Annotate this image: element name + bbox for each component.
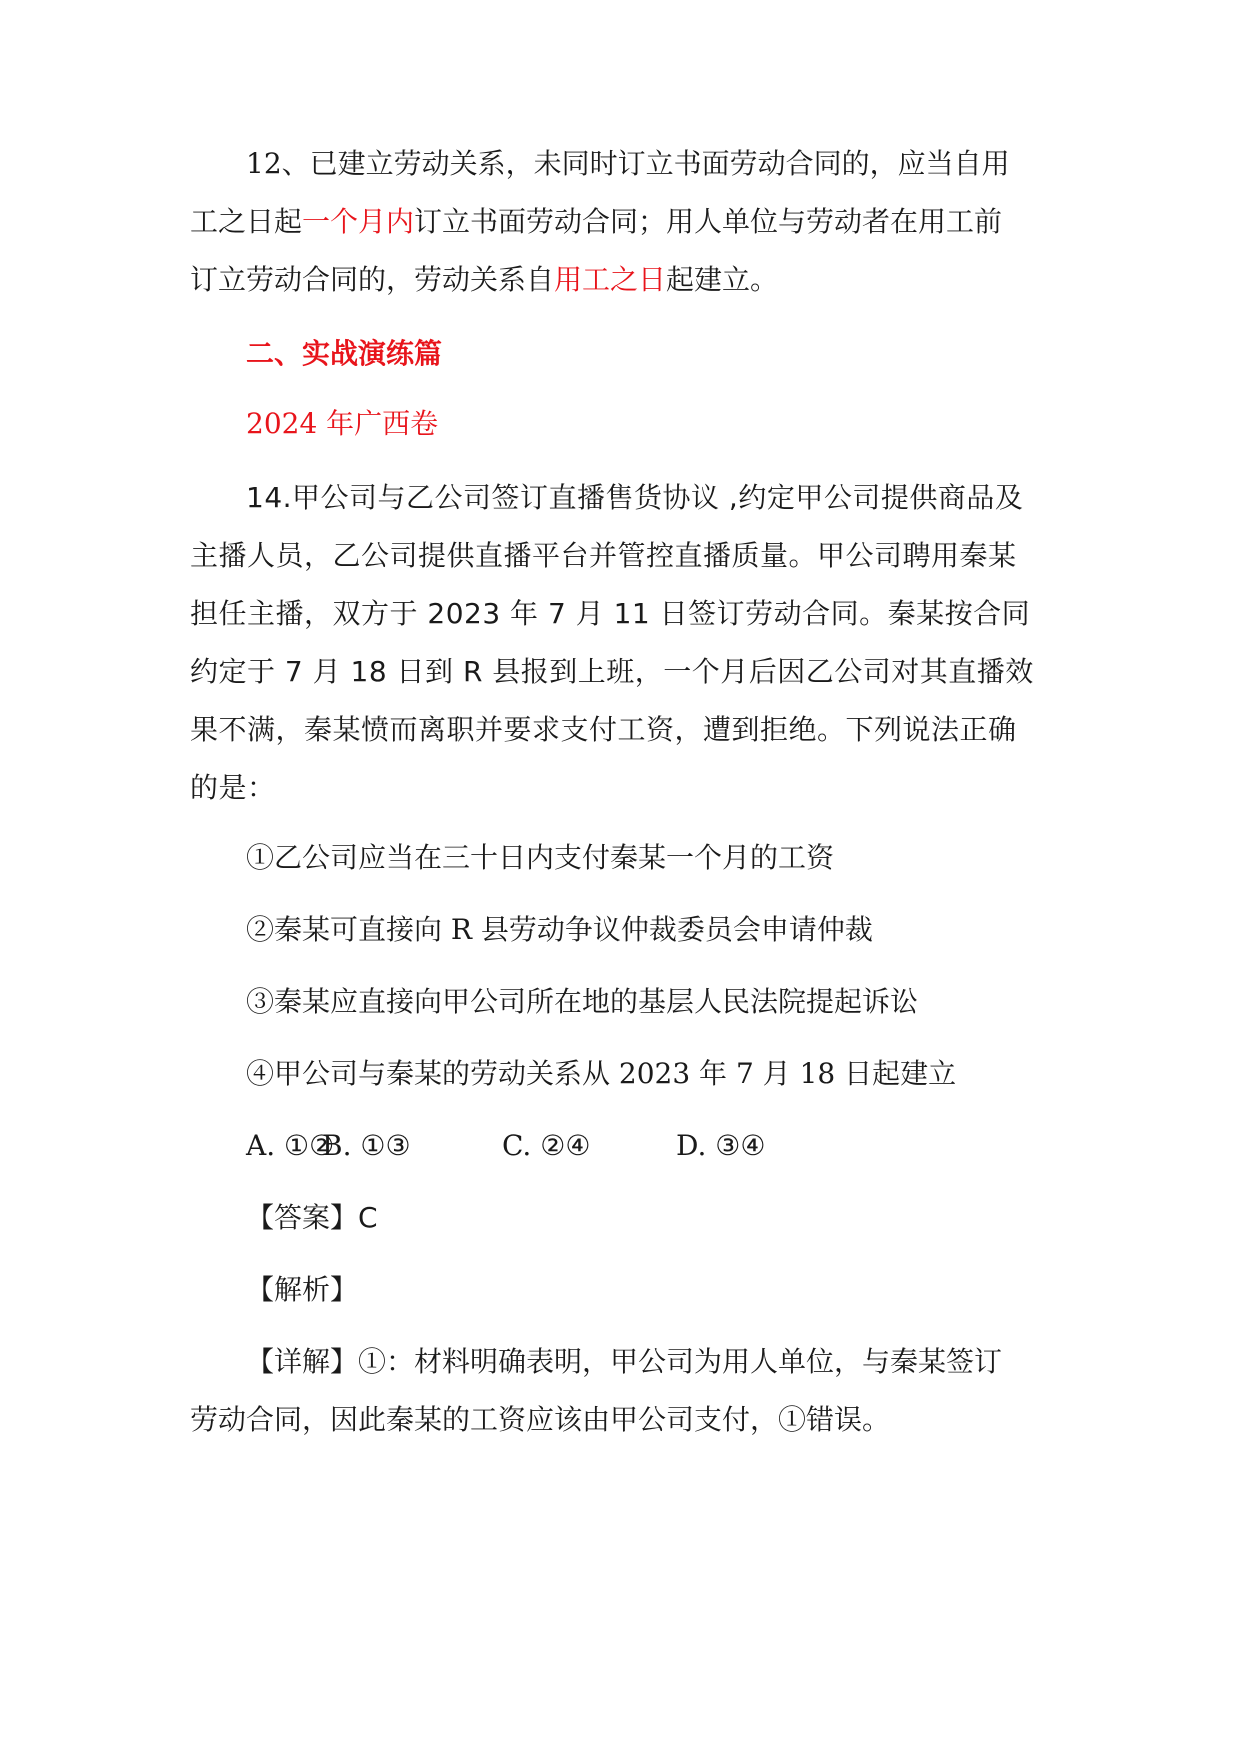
section12-line-2-post: 订立书面劳动合同；用人单位与劳动者在用工前: [414, 205, 1003, 238]
detail-line-2: 劳动合同，因此秦某的工资应该由甲公司支付，①错误。: [190, 1403, 891, 1436]
section12-line-2: [190, 202, 1060, 242]
question-line-2: 主播人员，乙公司提供直播平台并管控直播质量。甲公司聘用秦某: [190, 539, 1017, 572]
detail-line-1: [246, 1342, 1116, 1382]
statement-4: ④甲公司与秦某的劳动关系从 2023 年 7 月 18 日起建立: [246, 1057, 957, 1090]
section12-line-3: [190, 260, 1060, 300]
question-line-5: 果不满，秦某愤而离职并要求支付工资，遭到拒绝。下列说法正确: [190, 713, 1017, 746]
statement-1: ①乙公司应当在三十日内支付秦某一个月的工资: [246, 841, 835, 874]
question-line-3: 担任主播，双方于 2023 年 7 月 11 日签订劳动合同。秦某按合同: [190, 597, 1031, 630]
highlight-one-month: 一个月内: [302, 205, 415, 238]
detail-line-1-text: ①：材料明确表明，甲公司为用人单位，与秦某签订: [358, 1345, 1003, 1378]
statement-3: ③秦某应直接向甲公司所在地的基层人民法院提起诉讼: [246, 985, 919, 1018]
analysis-label: 【解析】: [246, 1273, 359, 1306]
section12-line-2-pre: 工之日起: [190, 205, 303, 238]
section-heading: 二、实战演练篇: [246, 337, 443, 370]
section12-line-1: [246, 144, 1116, 184]
option-a: A. ①②: [246, 1129, 335, 1162]
answer-label: 【答案】: [246, 1201, 359, 1234]
option-c: C. ②④: [502, 1129, 591, 1162]
exam-source: 2024 年广西卷: [246, 407, 439, 440]
answer-value: C: [358, 1201, 379, 1234]
option-b: B. ①③: [322, 1129, 411, 1162]
section12-line-3-post: 起建立。: [666, 263, 779, 296]
answer-options: [246, 1126, 1116, 1166]
statement-2: ②秦某可直接向 R 县劳动争议仲裁委员会申请仲裁: [246, 913, 873, 946]
option-d: D. ③④: [676, 1129, 766, 1162]
question-line-4: 约定于 7 月 18 日到 R 县报到上班，一个月后因乙公司对其直播效: [190, 655, 1034, 688]
question-line-6: 的是：: [190, 771, 276, 804]
highlight-employment-day: 用工之日: [554, 263, 667, 296]
section12-line-1-text: 12、已建立劳动关系，未同时订立书面劳动合同的，应当自用: [246, 147, 1010, 180]
answer-line: [246, 1198, 1116, 1238]
detail-label: 【详解】: [246, 1345, 359, 1378]
question-line-1: 14.甲公司与乙公司签订直播售货协议 ,约定甲公司提供商品及: [246, 481, 1024, 514]
section12-line-3-pre: 订立劳动合同的，劳动关系自: [190, 263, 555, 296]
